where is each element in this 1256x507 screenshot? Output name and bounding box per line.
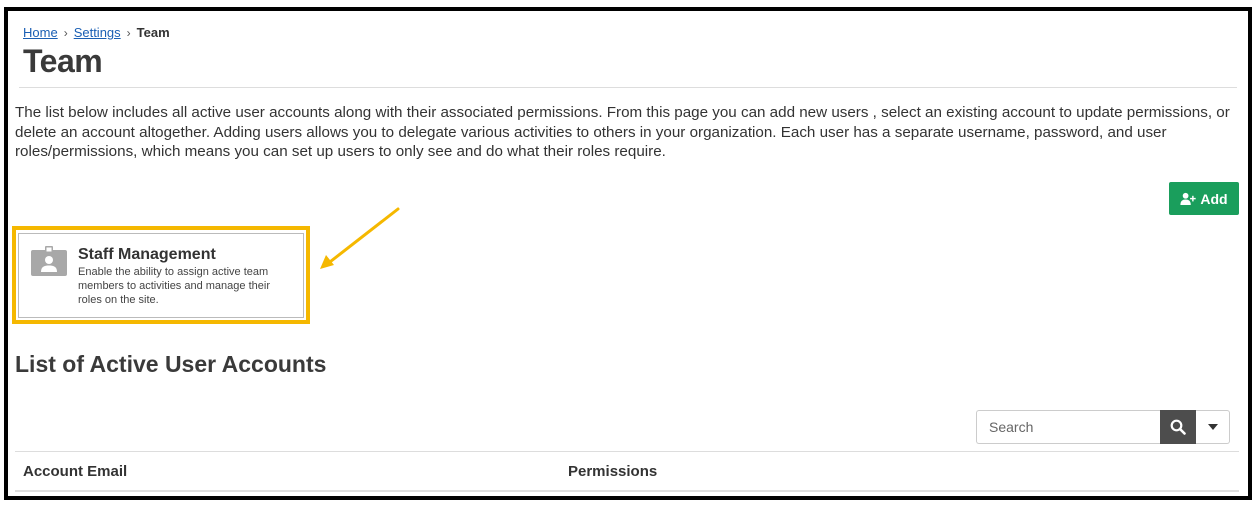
staff-management-card[interactable]	[18, 233, 304, 318]
staff-card-title: Staff Management	[78, 246, 216, 263]
section-title: List of Active User Accounts	[15, 351, 327, 377]
breadcrumb-home-link[interactable]: Home	[23, 25, 58, 40]
caret-down-icon	[1208, 424, 1218, 430]
breadcrumb	[23, 25, 170, 40]
search-input[interactable]	[976, 410, 1160, 444]
breadcrumb-separator: ›	[63, 25, 68, 40]
page-title: Team	[23, 43, 103, 79]
staff-card-description: Enable the ability to assign active team members to activities and manage their roles on the site.	[78, 266, 270, 306]
add-user-button[interactable]	[1169, 182, 1239, 215]
table-header-divider	[15, 490, 1239, 492]
user-plus-icon	[1180, 192, 1196, 206]
app-frame	[4, 7, 1252, 500]
breadcrumb-settings-link[interactable]: Settings	[73, 25, 121, 40]
search-options-dropdown[interactable]	[1196, 410, 1230, 444]
breadcrumb-current: Team	[136, 25, 170, 40]
add-button-label: Add	[1200, 190, 1228, 207]
search-button[interactable]	[1160, 410, 1196, 444]
column-header-permissions[interactable]: Permissions	[568, 462, 658, 480]
breadcrumb-separator: ›	[126, 25, 131, 40]
column-header-account-email[interactable]: Account Email	[23, 462, 128, 480]
table-header	[15, 452, 1239, 490]
search-icon	[1170, 419, 1186, 435]
title-divider	[19, 87, 1237, 88]
page-intro-text: The list below includes all active user accounts along with their associated permissions. From this page you can add new users , select an existing account to update permissions, or delete an account altogether. Adding users allows you to delegate various activities to others in your organization. Each user has a separate username, password, and user roles/permissions, which means you can set up users to only see and do what their roles require.	[15, 104, 1230, 160]
annotation-arrow-icon	[308, 203, 408, 273]
search-group	[976, 410, 1230, 444]
id-badge-icon	[31, 246, 67, 276]
